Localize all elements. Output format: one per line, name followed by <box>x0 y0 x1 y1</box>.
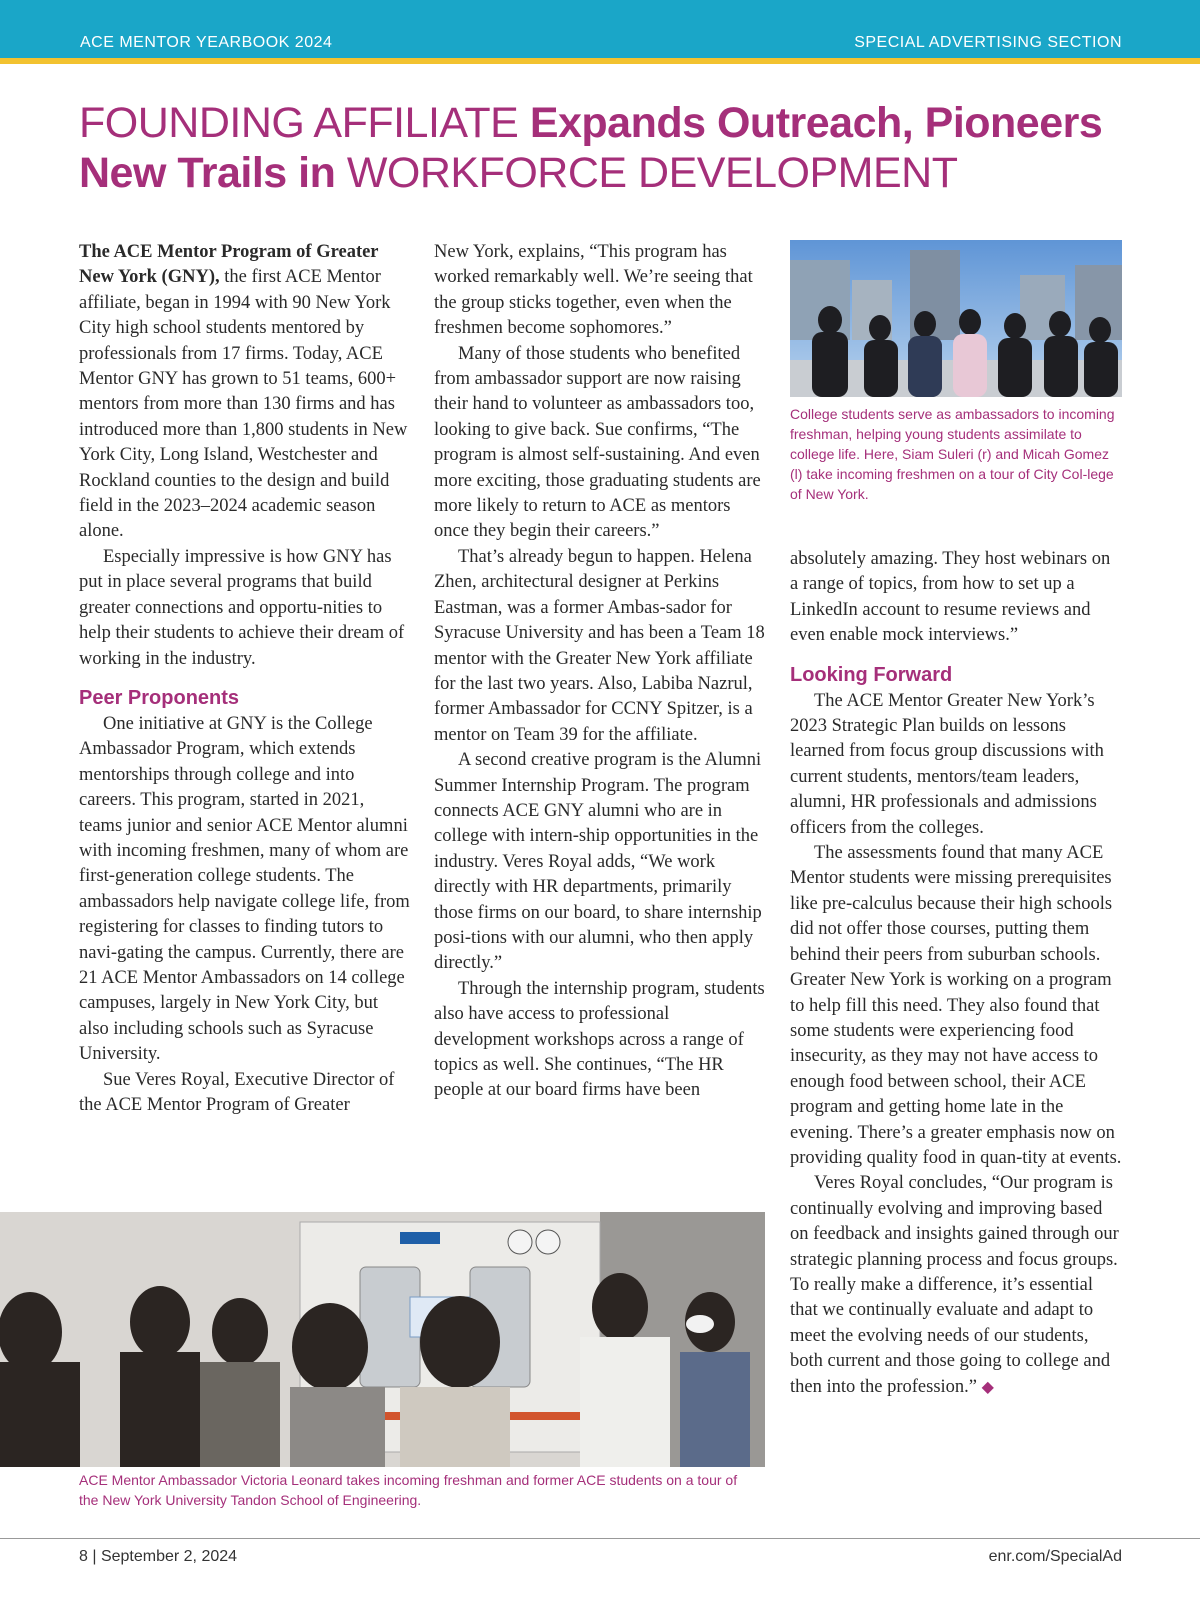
page-title <box>79 98 1139 198</box>
ambassadors-photo <box>790 240 1122 397</box>
photo-caption-bottom: ACE Mentor Ambassador Victoria Leonard takes incoming freshman and former ACE students on a tour of the New York University Tandon School of Engineering. <box>79 1472 738 1508</box>
page-number-date: 8 | September 2, 2024 <box>79 1548 238 1565</box>
paragraph: That’s already begun to happen. Helena Zhen, architectural designer at Perkins Eastman, was a former Ambas-sador for Syracuse University and has been a Team 18 mentor with the Greater New York affiliate for the last two years. Also, Labiba Nazrul, former Ambassador for CCNY Spitzer, is a mentor on Team 39 for the affiliate. <box>434 546 765 745</box>
intro-paragraph <box>79 240 412 545</box>
title-part-2: Expands Outreach, Pioneers New Trails in <box>79 99 1103 197</box>
article-column-2 <box>434 240 768 1104</box>
paragraph: Especially impressive is how GNY has put in place several programs that build greater connections and opportu-nities to help their students to achieve their dream of working in the industry. <box>79 546 405 669</box>
title-part-3: WORKFORCE DEVELOPMENT <box>335 149 958 197</box>
paragraph: The assessments found that many ACE Mentor students were missing prerequisites like pre-calculus because their high schools did not offer those courses, putting them behind their peers from suburban schools. Greater New York is working on a program to help fill this need. They also found that some students were experiencing food insecurity, as they may not have access to enough food between school, their ACE program and getting home late in the evening. There’s a greater emphasis now on providing quality food in quan-tity at events. <box>790 843 1122 1168</box>
header-stripe <box>0 58 1200 64</box>
engineering-tour-photo <box>0 1212 765 1467</box>
footer-divider <box>0 1538 1200 1539</box>
closing-text: Veres Royal concludes, “Our program is continually evolving and improving based on feedback and insights gained through our strategic planning process and focus groups. To really make a difference, it’s essential that we continually evaluate and adapt to meet the evolving needs of our students, both current and those going to college and then into the profession.” <box>790 1173 1119 1397</box>
subheading-peer-proponents: Peer Proponents <box>79 686 240 709</box>
closing-paragraph <box>790 1171 1122 1400</box>
intro-text: the first ACE Mentor affiliate, began in 1994 with 90 New York City high school students mentored by professionals from 17 firms. Today, ACE Mentor GNY has grown to 51 teams, 600+ mentors from more than 130 firms and has introduced more than 1,800 students in New York City, Long Island, Westchester and Rockland counties to the design and build field in the 2023–2024 academic season alone. <box>79 267 408 542</box>
paragraph: Many of those students who benefited from ambassador support are now raising their hand to volunteer as ambassadors too, looking to give back. Sue confirms, “The program is almost self-sustaining. And even more exciting, those graduating students are more likely to return to ACE as mentors once they begin their careers.” <box>434 343 761 542</box>
paragraph: Through the internship program, students also have access to professional development workshops across a range of topics as well. She continues, “The HR people at our board firms have been <box>434 978 765 1101</box>
article-column-1 <box>79 240 412 1118</box>
paragraph: A second creative program is the Alumni Summer Internship Program. The program connects ACE GNY alumni who are in college with intern-ship opportunities in the industry. Veres Royal adds, “We work directly with HR departments, primarily those firms on our board, to share internship posi-tions with our alumni, who then apply directly.” <box>434 750 762 974</box>
paragraph-continued: absolutely amazing. They host webinars on a range of topics, from how to set up a LinkedIn account to resume reviews and even enable mock interviews.” <box>790 549 1111 646</box>
intro-bold: The ACE Mentor Program of Greater New York (GNY), <box>79 242 379 288</box>
paragraph: One initiative at GNY is the College Ambassador Program, which extends mentorships through college and into careers. This program, started in 2021, teams junior and senior ACE Mentor alumni with incoming freshmen, many of whom are first-generation college students. The ambassadors help navigate college life, from registering for classes to finding tutors to navi-gating the campus. Currently, there are 21 ACE Mentor Ambassadors on 14 college campuses, largely in New York City, but also including schools such as Syracuse University. <box>79 713 410 1065</box>
article-column-3 <box>790 547 1122 1400</box>
section-label: SPECIAL ADVERTISING SECTION <box>854 34 1122 51</box>
footer-url: enr.com/SpecialAd <box>988 1548 1122 1565</box>
end-mark-icon: ◆ <box>981 1378 994 1396</box>
header-bar <box>0 0 1200 64</box>
title-part-1: FOUNDING AFFILIATE <box>79 99 530 147</box>
paragraph: The ACE Mentor Greater New York’s 2023 Strategic Plan builds on lessons learned from focus group discussions with current students, mentors/team leaders, alumni, HR professionals and admissions officers from the colleges. <box>790 690 1104 838</box>
paragraph: Sue Veres Royal, Executive Director of the ACE Mentor Program of Greater <box>79 1069 395 1115</box>
photo-caption-top: College students serve as ambassadors to incoming freshman, helping young students assimilate to college life. Here, Siam Suleri (r) and Micah Gomez (l) take incoming freshmen on a tour of City Col-lege of New York. <box>790 406 1115 502</box>
paragraph-continued: New York, explains, “This program has worked remarkably well. We’re seeing that the group sticks together, even when the freshmen become sophomores.” <box>434 242 753 339</box>
publication-title: ACE MENTOR YEARBOOK 2024 <box>80 34 333 51</box>
subheading-looking-forward: Looking Forward <box>790 663 953 686</box>
